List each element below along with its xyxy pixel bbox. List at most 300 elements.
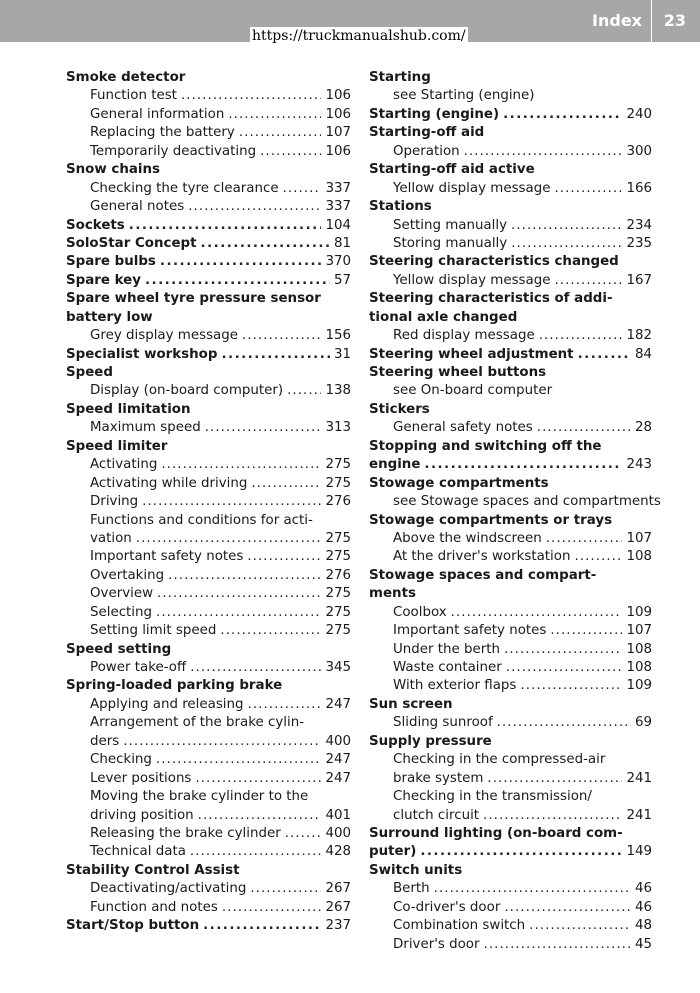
leader-dots [157, 585, 321, 603]
index-entry[interactable] [66, 106, 351, 124]
index-heading [369, 438, 652, 456]
page-ref[interactable]: 166 [626, 180, 652, 196]
entry-text: Display (on-board computer) [90, 383, 284, 399]
entry-text: engine [369, 457, 421, 473]
index-entry [369, 751, 652, 769]
leader-dots [136, 530, 322, 548]
index-heading [66, 677, 351, 695]
entry-text: Overview [90, 586, 154, 602]
index-heading [369, 585, 652, 603]
index-heading [66, 290, 351, 308]
entry-text: Red display message [393, 328, 535, 344]
index-column-left [66, 69, 351, 936]
entry-text: Spare wheel tyre pressure sensor [66, 291, 321, 307]
page-ref[interactable]: 108 [626, 641, 652, 657]
page-ref[interactable]: 275 [325, 530, 351, 546]
entry-text: Selecting [90, 604, 153, 620]
index-heading [369, 825, 652, 843]
index-entry[interactable] [369, 143, 652, 161]
entry-text: Spare key [66, 272, 141, 288]
entry-text: Checking [90, 752, 152, 768]
page-ref[interactable]: 104 [325, 217, 351, 233]
leader-dots [434, 880, 631, 898]
index-column-right [369, 69, 661, 954]
page-ref[interactable]: 313 [325, 420, 351, 436]
leader-dots [203, 917, 321, 935]
page-ref[interactable]: 106 [325, 106, 351, 122]
page-ref[interactable]: 45 [634, 936, 652, 952]
index-heading [369, 862, 652, 880]
page-ref[interactable]: 275 [325, 604, 351, 620]
index-heading[interactable] [66, 346, 351, 364]
entry-text: tional axle changed [369, 309, 518, 325]
entry-text: Stability Control Assist [66, 862, 240, 878]
leader-dots [464, 143, 623, 161]
page-ref[interactable]: 370 [325, 254, 351, 270]
entry-text: Checking in the compressed-air [393, 752, 606, 768]
leader-dots [198, 807, 322, 825]
leader-dots [529, 917, 631, 935]
index-heading [369, 290, 652, 308]
leader-dots [201, 235, 330, 253]
page-ref[interactable]: 276 [325, 567, 351, 583]
page-ref[interactable]: 84 [634, 346, 652, 362]
page-ref[interactable]: 337 [325, 199, 351, 215]
index-entry[interactable] [369, 235, 652, 253]
entry-text: Maximum speed [90, 420, 201, 436]
index-entry[interactable] [66, 456, 351, 474]
leader-dots [420, 843, 622, 861]
entry-text: Activating while driving [90, 475, 248, 491]
entry-text: Sockets [66, 217, 125, 233]
index-entry[interactable] [66, 180, 351, 198]
index-entry[interactable] [66, 87, 351, 105]
index-heading [66, 641, 351, 659]
entry-text: ders [90, 733, 120, 749]
page-ref[interactable]: 237 [325, 918, 351, 934]
index-entry[interactable] [369, 548, 652, 566]
leader-dots [504, 641, 622, 659]
entry-text: Driving [90, 494, 139, 510]
index-entry[interactable] [369, 880, 652, 898]
entry-text: battery low [66, 309, 153, 325]
source-url[interactable]: https://truckmanualshub.com/ [252, 28, 466, 44]
leader-dots [190, 843, 322, 861]
leader-dots [168, 567, 321, 585]
index-entry [369, 87, 652, 105]
entry-text: Smoke detector [66, 70, 186, 85]
page-ref[interactable]: 138 [325, 383, 351, 399]
index-entry[interactable] [369, 530, 652, 548]
entry-text: Berth [393, 881, 430, 897]
entry-text: Starting-off aid [369, 125, 485, 141]
page-ref[interactable]: 241 [626, 770, 652, 786]
index-entry[interactable] [369, 677, 652, 695]
index-heading [369, 364, 652, 382]
entry-text: Grey display message [90, 328, 238, 344]
page-ref[interactable]: 108 [626, 549, 652, 565]
leader-dots [221, 346, 329, 364]
leader-dots [242, 327, 321, 345]
entry-text: Steering characteristics changed [369, 254, 619, 270]
page-ref[interactable]: 28 [634, 420, 652, 436]
index-entry[interactable] [369, 272, 652, 290]
leader-dots [205, 419, 322, 437]
entry-text: Setting manually [393, 217, 507, 233]
entry-text: General information [90, 106, 225, 122]
leader-dots [424, 456, 622, 474]
index-entry[interactable] [369, 659, 652, 677]
index-heading [66, 401, 351, 419]
entry-text: puter) [369, 844, 417, 860]
page-ref[interactable]: 275 [325, 475, 351, 491]
index-heading [369, 253, 652, 271]
entry-text: General safety notes [393, 420, 533, 436]
entry-text: ments [369, 586, 416, 602]
entry-text: Releasing the brake cylinder [90, 825, 281, 841]
page-ref[interactable]: 156 [325, 328, 351, 344]
entry-text: Important safety notes [393, 623, 547, 639]
index-heading[interactable] [369, 106, 652, 124]
page-ref[interactable]: 235 [626, 235, 652, 251]
entry-text: Storing manually [393, 235, 508, 251]
page-ref[interactable]: 275 [325, 549, 351, 565]
page-ref[interactable]: 400 [325, 825, 351, 841]
index-heading[interactable] [66, 272, 351, 290]
index-entry[interactable] [66, 825, 351, 843]
index-heading [369, 733, 652, 751]
entry-text: Temporarily deactivating [90, 143, 257, 159]
index-heading [66, 69, 351, 87]
page-ref[interactable]: 241 [626, 807, 652, 823]
index-entry[interactable] [66, 567, 351, 585]
page-ref[interactable]: 275 [325, 586, 351, 602]
entry-text: Stations [369, 199, 432, 215]
entry-text: Function test [90, 88, 177, 104]
leader-dots [260, 143, 321, 161]
index-heading [369, 696, 652, 714]
leader-dots [504, 899, 631, 917]
index-heading [369, 161, 652, 179]
index-entry [369, 788, 652, 806]
leader-dots [156, 604, 321, 622]
entry-text: Co-driver's door [393, 899, 501, 915]
entry-text: Deactivating/activating [90, 881, 247, 897]
index-entry[interactable] [369, 217, 652, 235]
index-entry[interactable] [66, 604, 351, 622]
index-entry[interactable] [369, 770, 652, 788]
entry-text: Waste container [393, 660, 502, 675]
index-entry[interactable] [66, 493, 351, 511]
index-entry [66, 512, 351, 530]
entry-text: Stowage compartments or trays [369, 512, 613, 528]
leader-dots [578, 346, 631, 364]
entry-text: Replacing the battery [90, 125, 235, 141]
index-entry[interactable] [66, 530, 351, 548]
page-ref[interactable]: 240 [626, 106, 652, 122]
entry-text: Yellow display message [393, 180, 551, 196]
page-ref[interactable]: 107 [626, 530, 652, 546]
index-entry[interactable] [369, 714, 652, 732]
entry-text: Functions and conditions for acti- [90, 512, 313, 528]
leader-dots [248, 696, 322, 714]
entry-text: Spring-loaded parking brake [66, 678, 283, 694]
index-entry[interactable] [66, 143, 351, 161]
page-ref[interactable]: 81 [333, 235, 351, 251]
page-ref[interactable]: 109 [626, 678, 652, 694]
leader-dots [285, 825, 322, 843]
header-divider [651, 0, 652, 42]
entry-text: Checking in the transmission/ [393, 789, 592, 805]
page-ref[interactable]: 247 [325, 696, 351, 712]
leader-dots [160, 253, 322, 271]
page-ref[interactable]: 247 [325, 752, 351, 768]
leader-dots [537, 419, 631, 437]
entry-text: At the driver's workstation [393, 549, 571, 565]
index-entry[interactable] [66, 696, 351, 714]
entry-text: General notes [90, 199, 185, 215]
leader-dots [222, 899, 322, 917]
page-ref[interactable]: 31 [333, 346, 351, 362]
leader-dots [546, 530, 623, 548]
index-entry[interactable] [66, 622, 351, 640]
index-entry[interactable] [66, 475, 351, 493]
page-number: 23 [663, 11, 686, 30]
index-heading [66, 161, 351, 179]
entry-text: Activating [90, 457, 158, 473]
entry-text: brake system [393, 770, 484, 786]
entry-text: Steering wheel adjustment [369, 346, 574, 362]
leader-dots [156, 751, 322, 769]
index-entry [369, 382, 652, 400]
page-ref[interactable]: 275 [325, 457, 351, 473]
index-entry[interactable] [369, 917, 652, 935]
page-ref[interactable]: 106 [325, 88, 351, 104]
entry-text: With exterior flaps [393, 678, 517, 694]
entry-text: Arrangement of the brake cylin- [90, 715, 305, 731]
leader-dots [484, 936, 631, 954]
entry-text: Overtaking [90, 567, 165, 583]
entry-text: Checking the tyre clearance [90, 180, 279, 196]
index-entry[interactable] [369, 604, 652, 622]
index-heading [369, 567, 652, 585]
leader-dots [251, 475, 321, 493]
index-entry [66, 788, 351, 806]
page-ref[interactable]: 267 [325, 881, 351, 897]
leader-dots [511, 235, 622, 253]
page-ref[interactable]: 182 [626, 328, 652, 344]
section-title: Index [592, 11, 642, 30]
page-ref[interactable]: 243 [626, 457, 652, 473]
page-ref[interactable]: 69 [634, 715, 652, 731]
page-ref[interactable]: 276 [325, 494, 351, 510]
index-heading[interactable] [66, 253, 351, 271]
page-ref[interactable]: 108 [626, 660, 652, 675]
page-ref[interactable]: 167 [626, 272, 652, 288]
page-ref[interactable]: 107 [325, 125, 351, 141]
leader-dots [503, 106, 622, 124]
entry-text: Steering characteristics of addi- [369, 291, 613, 307]
index-entry[interactable] [66, 419, 351, 437]
index-entry [369, 493, 661, 511]
index-heading[interactable] [66, 235, 351, 253]
page-ref[interactable]: 345 [325, 660, 351, 675]
index-heading [369, 512, 652, 530]
leader-dots [123, 733, 321, 751]
index-entry[interactable] [66, 751, 351, 769]
index-heading [66, 364, 351, 382]
leader-dots [554, 272, 622, 290]
index-entry[interactable] [66, 124, 351, 142]
index-heading[interactable] [66, 917, 351, 935]
leader-dots [554, 180, 622, 198]
index-entry[interactable] [369, 180, 652, 198]
index-entry[interactable] [66, 548, 351, 566]
index-heading [369, 401, 652, 419]
index-entry[interactable] [66, 770, 351, 788]
page-ref[interactable]: 337 [325, 180, 351, 196]
leader-dots [190, 659, 321, 677]
entry-text: clutch circuit [393, 807, 480, 823]
entry-text: Stowage compartments [369, 475, 549, 491]
leader-dots [539, 327, 623, 345]
leader-dots [228, 106, 321, 124]
entry-text: Stowage spaces and compart- [369, 567, 597, 583]
entry-text: see Starting (engine) [393, 88, 535, 104]
page-ref[interactable]: 234 [626, 217, 652, 233]
index-entry[interactable] [369, 419, 652, 437]
entry-text: Snow chains [66, 162, 161, 178]
entry-text: see On-board computer [393, 383, 553, 399]
page-ref[interactable]: 275 [325, 623, 351, 639]
page-ref[interactable]: 106 [325, 143, 351, 159]
entry-text: Starting (engine) [369, 106, 500, 122]
page-ref[interactable]: 401 [325, 807, 351, 823]
index-entry[interactable] [66, 733, 351, 751]
index-heading [369, 198, 652, 216]
leader-dots [283, 180, 322, 198]
entry-text: Sun screen [369, 696, 453, 712]
entry-text: Speed limiter [66, 438, 168, 454]
entry-text: driving position [90, 807, 194, 823]
leader-dots [129, 217, 322, 235]
page-ref[interactable]: 300 [626, 143, 652, 159]
entry-text: Speed limitation [66, 401, 191, 417]
leader-dots [511, 217, 622, 235]
page-ref[interactable]: 400 [325, 733, 351, 749]
entry-text: Operation [393, 143, 460, 159]
leader-dots [220, 622, 321, 640]
index-entry[interactable] [66, 327, 351, 345]
entry-text: Start/Stop button [66, 918, 200, 934]
page-ref[interactable]: 57 [333, 272, 351, 288]
leader-dots [161, 456, 321, 474]
entry-text: Coolbox [393, 604, 447, 620]
index-heading [369, 124, 652, 142]
entry-text: Speed setting [66, 641, 172, 657]
index-heading[interactable] [369, 456, 652, 474]
leader-dots [239, 124, 322, 142]
entry-text: Stopping and switching off the [369, 438, 602, 454]
entry-text: see Stowage spaces and compartments [393, 494, 661, 510]
leader-dots [497, 714, 631, 732]
page-ref[interactable]: 107 [626, 623, 652, 639]
index-entry[interactable] [66, 843, 351, 861]
index-heading [66, 309, 351, 327]
leader-dots [250, 880, 321, 898]
page-ref[interactable]: 267 [325, 899, 351, 915]
leader-dots [287, 382, 321, 400]
leader-dots [520, 677, 622, 695]
index-entry [66, 714, 351, 732]
leader-dots [550, 622, 622, 640]
leader-dots [145, 272, 330, 290]
entry-text: Steering wheel buttons [369, 365, 547, 380]
page-ref[interactable]: 247 [325, 770, 351, 786]
entry-text: SoloStar Concept [66, 235, 197, 251]
index-entry[interactable] [369, 622, 652, 640]
index-entry[interactable] [66, 807, 351, 825]
page-ref[interactable]: 46 [634, 881, 652, 897]
index-entry[interactable] [369, 327, 652, 345]
page-ref[interactable]: 149 [626, 844, 652, 860]
index-entry[interactable] [66, 899, 351, 917]
page-ref[interactable]: 46 [634, 899, 652, 915]
index-heading[interactable] [369, 843, 652, 861]
entry-text: Important safety notes [90, 549, 244, 565]
index-entry[interactable] [66, 198, 351, 216]
leader-dots [181, 87, 322, 105]
leader-dots [483, 807, 622, 825]
entry-text: Moving the brake cylinder to the [90, 789, 309, 805]
leader-dots [195, 770, 321, 788]
entry-text: Yellow display message [393, 272, 551, 288]
entry-text: Speed [66, 365, 113, 380]
index-entry[interactable] [66, 659, 351, 677]
entry-text: Specialist workshop [66, 346, 218, 362]
index-entry[interactable] [369, 899, 652, 917]
page-ref[interactable]: 428 [325, 844, 351, 860]
index-entry[interactable] [369, 936, 652, 954]
index-entry[interactable] [66, 880, 351, 898]
page-ref[interactable]: 109 [626, 604, 652, 620]
index-heading [66, 862, 351, 880]
entry-text: Function and notes [90, 899, 218, 915]
index-heading [369, 69, 652, 87]
index-heading [66, 438, 351, 456]
leader-dots [574, 548, 622, 566]
page-ref[interactable]: 48 [634, 918, 652, 934]
leader-dots [188, 198, 321, 216]
index-entry[interactable] [369, 641, 652, 659]
entry-text: Driver's door [393, 936, 480, 952]
entry-text: Sliding sunroof [393, 715, 493, 731]
entry-text: Starting [369, 70, 431, 85]
index-heading[interactable] [369, 346, 652, 364]
index-entry[interactable] [369, 807, 652, 825]
leader-dots [142, 493, 321, 511]
index-heading [369, 309, 652, 327]
entry-text: Applying and releasing [90, 696, 244, 712]
entry-text: Switch units [369, 862, 463, 878]
index-entry[interactable] [66, 585, 351, 603]
index-entry[interactable] [66, 382, 351, 400]
index-heading[interactable] [66, 217, 351, 235]
entry-text: Above the windscreen [393, 530, 542, 546]
entry-text: Power take-off [90, 660, 187, 675]
entry-text: Combination switch [393, 918, 526, 934]
entry-text: Stickers [369, 401, 430, 417]
